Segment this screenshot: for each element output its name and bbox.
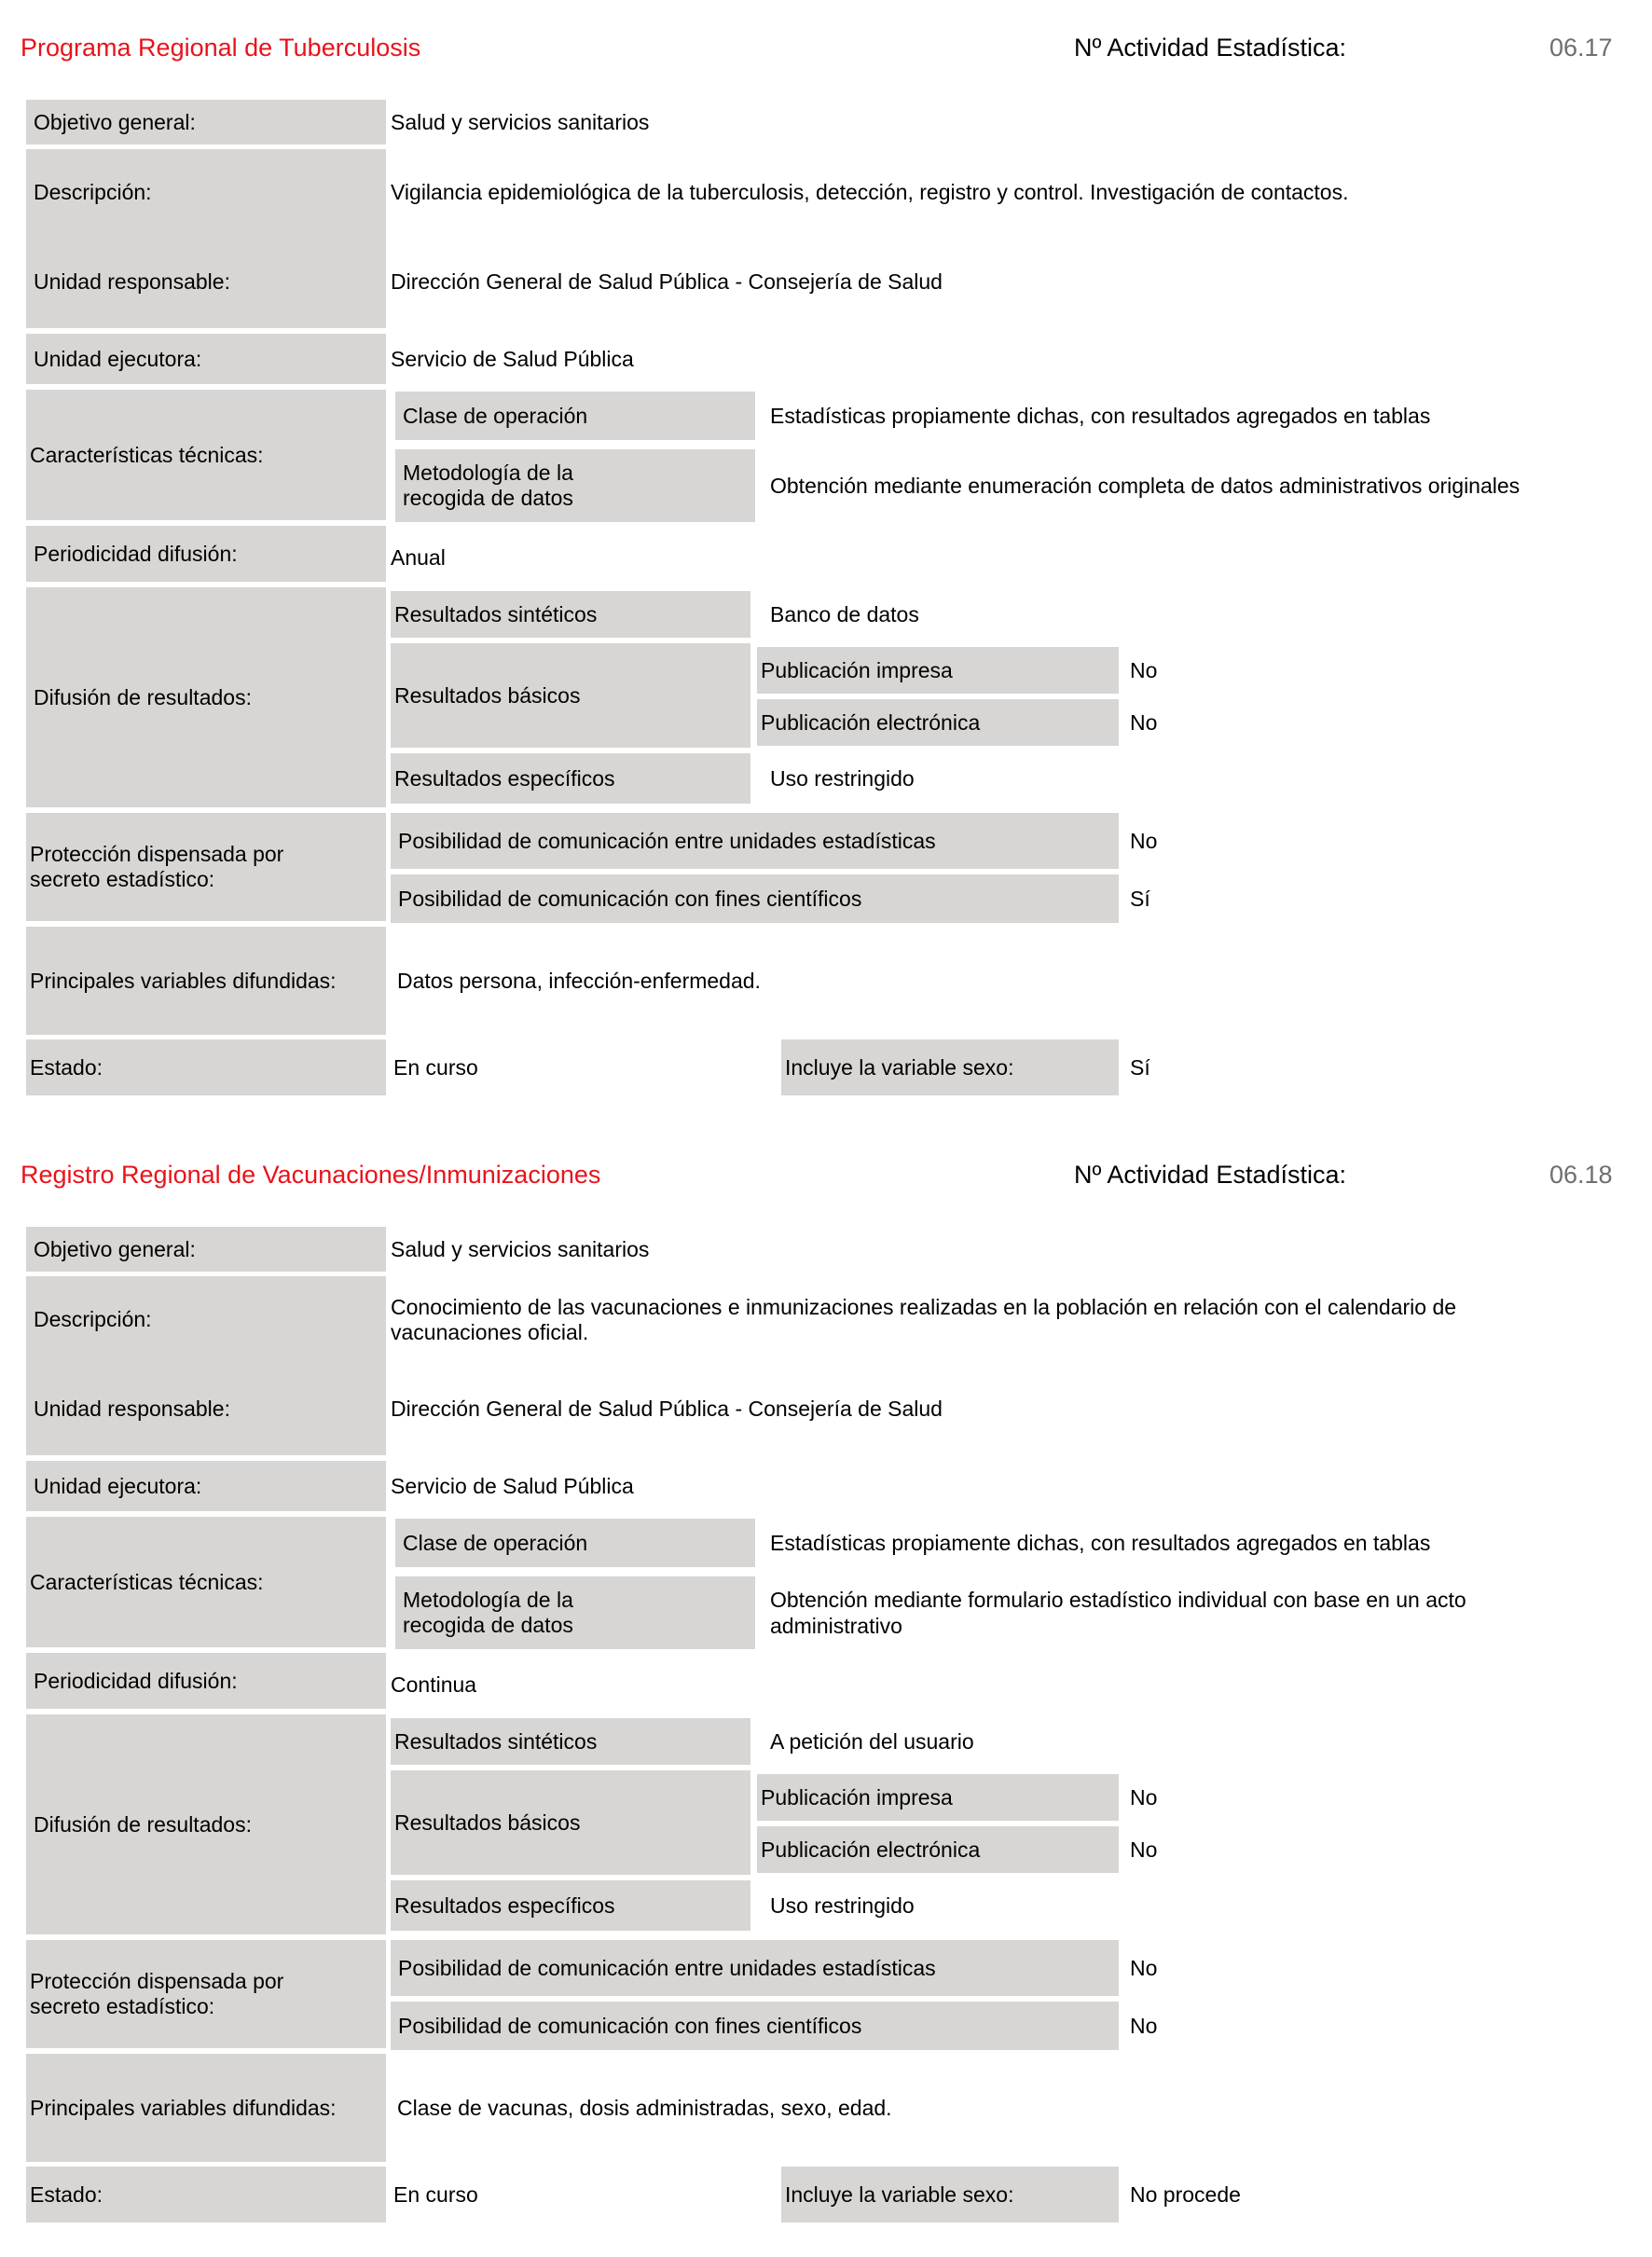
descripcion-responsable-block	[26, 1276, 386, 1455]
pub-electronica-value: No	[1130, 710, 1158, 735]
objetivo-label: Objetivo general:	[26, 1227, 386, 1272]
descripcion-label: Descripción:	[34, 180, 152, 204]
activity-number-label: Nº Actividad Estadística:	[1074, 34, 1346, 62]
com-unidades-value: No	[1130, 829, 1158, 853]
variables-label: Principales variables difundidas:	[26, 2054, 386, 2162]
unidad-ejecutora-value: Servicio de Salud Pública	[391, 347, 634, 371]
res-sinteticos-label: Resultados sintéticos	[391, 1718, 750, 1765]
estado-value: En curso	[393, 2182, 478, 2207]
metodologia-value: Obtención mediante enumeración completa de datos administrativos originales	[770, 474, 1521, 498]
caracteristicas-label: Características técnicas:	[26, 1517, 386, 1647]
unidad-responsable-label: Unidad responsable:	[34, 269, 230, 294]
operation-card-1	[0, 0, 1652, 1128]
estado-label: Estado:	[26, 1039, 386, 1095]
variable-sexo-label: Incluye la variable sexo:	[781, 1039, 1119, 1095]
res-basicos-label: Resultados básicos	[391, 643, 750, 748]
clase-operacion-value: Estadísticas propiamente dichas, con resultados agregados en tablas	[770, 1531, 1431, 1555]
res-especificos-label: Resultados específicos	[391, 1880, 750, 1931]
res-sinteticos-label: Resultados sintéticos	[391, 591, 750, 638]
com-unidades-label: Posibilidad de comunicación entre unidades estadísticas	[391, 813, 1119, 869]
pub-impresa-value: No	[1130, 1785, 1158, 1810]
periodicidad-label: Periodicidad difusión:	[26, 526, 386, 582]
variable-sexo-value: Sí	[1130, 1055, 1150, 1080]
com-unidades-value: No	[1130, 1956, 1158, 1980]
com-cientificos-value: Sí	[1130, 887, 1150, 911]
res-especificos-value: Uso restringido	[770, 1893, 915, 1918]
variables-value: Clase de vacunas, dosis administradas, sexo, edad.	[397, 2096, 892, 2120]
clase-operacion-value: Estadísticas propiamente dichas, con resultados agregados en tablas	[770, 404, 1431, 428]
operation-card-2	[0, 1127, 1652, 2255]
metodologia-value: Obtención mediante formulario estadístico individual con base en un acto administrativo	[770, 1588, 1466, 1638]
pub-electronica-value: No	[1130, 1837, 1158, 1862]
difusion-label: Difusión de resultados:	[26, 1714, 386, 1934]
periodicidad-value: Anual	[391, 545, 446, 570]
caracteristicas-label: Características técnicas:	[26, 390, 386, 520]
descripcion-value: Vigilancia epidemiológica de la tuberculosis, detección, registro y control. Investigación de contactos.	[391, 180, 1349, 204]
proteccion-label: Protección dispensada por secreto estadístico:	[26, 1940, 386, 2048]
operation-title: Registro Regional de Vacunaciones/Inmunizaciones	[21, 1161, 601, 1189]
res-sinteticos-value: Banco de datos	[770, 602, 919, 626]
pub-impresa-label: Publicación impresa	[757, 647, 1119, 694]
res-sinteticos-value: A petición del usuario	[770, 1729, 974, 1754]
pub-impresa-label: Publicación impresa	[757, 1774, 1119, 1821]
activity-number-value: 06.18	[1549, 1161, 1613, 1189]
unidad-responsable-value: Dirección General de Salud Pública - Consejería de Salud	[391, 1397, 943, 1421]
objetivo-label: Objetivo general:	[26, 100, 386, 145]
objetivo-value: Salud y servicios sanitarios	[391, 1237, 650, 1261]
metodologia-label: Metodología de la recogida de datos	[395, 1576, 755, 1649]
variable-sexo-label: Incluye la variable sexo:	[781, 2167, 1119, 2223]
variables-label: Principales variables difundidas:	[26, 927, 386, 1035]
clase-operacion-label: Clase de operación	[395, 1519, 755, 1567]
pub-electronica-label: Publicación electrónica	[757, 1826, 1119, 1873]
proteccion-label: Protección dispensada por secreto estadístico:	[26, 813, 386, 921]
estado-label: Estado:	[26, 2167, 386, 2223]
variables-value: Datos persona, infección-enfermedad.	[397, 969, 761, 993]
com-cientificos-label: Posibilidad de comunicación con fines científicos	[391, 874, 1119, 923]
descripcion-responsable-block	[26, 149, 386, 328]
estado-value: En curso	[393, 1055, 478, 1080]
periodicidad-value: Continua	[391, 1672, 477, 1697]
clase-operacion-label: Clase de operación	[395, 392, 755, 440]
variable-sexo-value: No procede	[1130, 2182, 1241, 2207]
activity-number-label: Nº Actividad Estadística:	[1074, 1161, 1346, 1189]
res-basicos-label: Resultados básicos	[391, 1770, 750, 1875]
res-especificos-label: Resultados específicos	[391, 753, 750, 804]
pub-impresa-value: No	[1130, 658, 1158, 682]
res-especificos-value: Uso restringido	[770, 766, 915, 791]
descripcion-label: Descripción:	[34, 1307, 152, 1331]
unidad-ejecutora-label: Unidad ejecutora:	[26, 334, 386, 384]
unidad-ejecutora-label: Unidad ejecutora:	[26, 1461, 386, 1511]
objetivo-value: Salud y servicios sanitarios	[391, 110, 650, 134]
difusion-label: Difusión de resultados:	[26, 587, 386, 807]
com-unidades-label: Posibilidad de comunicación entre unidades estadísticas	[391, 1940, 1119, 1996]
com-cientificos-value: No	[1130, 2014, 1158, 2038]
unidad-ejecutora-value: Servicio de Salud Pública	[391, 1474, 634, 1498]
unidad-responsable-value: Dirección General de Salud Pública - Consejería de Salud	[391, 269, 943, 294]
pub-electronica-label: Publicación electrónica	[757, 699, 1119, 746]
metodologia-label: Metodología de la recogida de datos	[395, 449, 755, 522]
operation-title: Programa Regional de Tuberculosis	[21, 34, 421, 62]
unidad-responsable-label: Unidad responsable:	[34, 1397, 230, 1421]
descripcion-value: Conocimiento de las vacunaciones e inmunizaciones realizadas en la población en relación con el calendario de vacunaciones oficial.	[391, 1295, 1457, 1344]
periodicidad-label: Periodicidad difusión:	[26, 1653, 386, 1709]
activity-number-value: 06.17	[1549, 34, 1613, 62]
com-cientificos-label: Posibilidad de comunicación con fines científicos	[391, 2002, 1119, 2050]
